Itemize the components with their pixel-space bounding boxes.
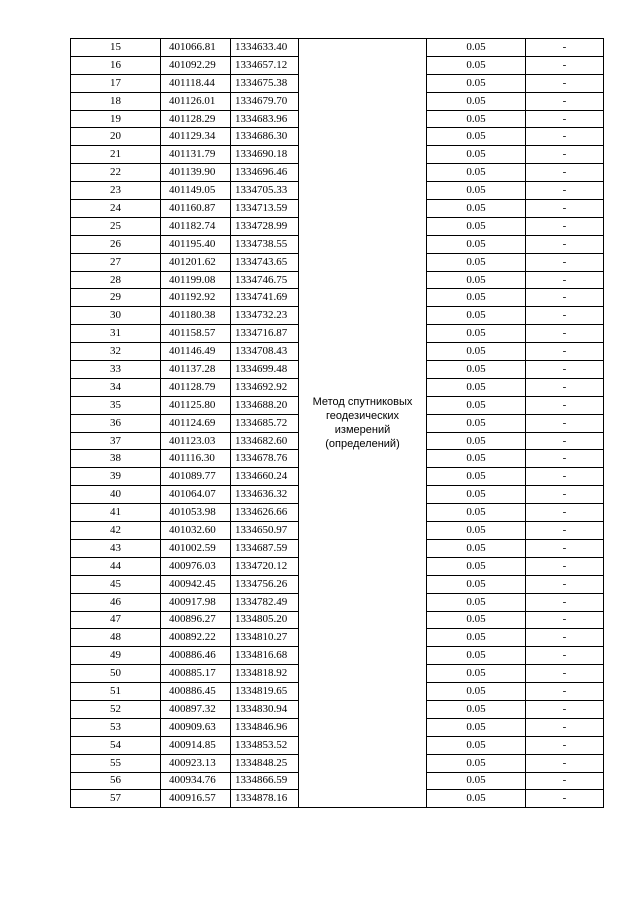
y-coordinate-cell: 1334866.59 bbox=[231, 772, 299, 790]
table-row bbox=[71, 39, 604, 57]
accuracy-cell: 0.05 bbox=[427, 307, 526, 325]
x-coordinate-cell: 401199.08 bbox=[161, 271, 231, 289]
note-cell: - bbox=[526, 146, 604, 164]
accuracy-cell: 0.05 bbox=[427, 468, 526, 486]
y-coordinate-cell: 1334848.25 bbox=[231, 754, 299, 772]
x-coordinate-cell: 401118.44 bbox=[161, 74, 231, 92]
accuracy-cell: 0.05 bbox=[427, 39, 526, 57]
note-cell: - bbox=[526, 700, 604, 718]
accuracy-cell: 0.05 bbox=[427, 378, 526, 396]
point-number-cell: 27 bbox=[71, 253, 161, 271]
accuracy-cell: 0.05 bbox=[427, 790, 526, 808]
note-cell: - bbox=[526, 343, 604, 361]
accuracy-cell: 0.05 bbox=[427, 700, 526, 718]
x-coordinate-cell: 401116.30 bbox=[161, 450, 231, 468]
x-coordinate-cell: 401192.92 bbox=[161, 289, 231, 307]
point-number-cell: 36 bbox=[71, 414, 161, 432]
y-coordinate-cell: 1334682.60 bbox=[231, 432, 299, 450]
point-number-cell: 37 bbox=[71, 432, 161, 450]
point-number-cell: 48 bbox=[71, 629, 161, 647]
y-coordinate-cell: 1334743.65 bbox=[231, 253, 299, 271]
note-cell: - bbox=[526, 271, 604, 289]
note-cell: - bbox=[526, 289, 604, 307]
note-cell: - bbox=[526, 593, 604, 611]
y-coordinate-cell: 1334683.96 bbox=[231, 110, 299, 128]
note-cell: - bbox=[526, 539, 604, 557]
y-coordinate-cell: 1334810.27 bbox=[231, 629, 299, 647]
accuracy-cell: 0.05 bbox=[427, 629, 526, 647]
point-number-cell: 19 bbox=[71, 110, 161, 128]
accuracy-cell: 0.05 bbox=[427, 718, 526, 736]
x-coordinate-cell: 400976.03 bbox=[161, 557, 231, 575]
point-number-cell: 46 bbox=[71, 593, 161, 611]
point-number-cell: 30 bbox=[71, 307, 161, 325]
accuracy-cell: 0.05 bbox=[427, 647, 526, 665]
x-coordinate-cell: 401064.07 bbox=[161, 486, 231, 504]
point-number-cell: 44 bbox=[71, 557, 161, 575]
y-coordinate-cell: 1334805.20 bbox=[231, 611, 299, 629]
method-cell: Метод спутниковых геодезических измерений (определений) bbox=[299, 39, 427, 808]
x-coordinate-cell: 400897.32 bbox=[161, 700, 231, 718]
y-coordinate-cell: 1334782.49 bbox=[231, 593, 299, 611]
x-coordinate-cell: 401123.03 bbox=[161, 432, 231, 450]
x-coordinate-cell: 401002.59 bbox=[161, 539, 231, 557]
x-coordinate-cell: 400892.22 bbox=[161, 629, 231, 647]
x-coordinate-cell: 400923.13 bbox=[161, 754, 231, 772]
accuracy-cell: 0.05 bbox=[427, 128, 526, 146]
point-number-cell: 38 bbox=[71, 450, 161, 468]
y-coordinate-cell: 1334746.75 bbox=[231, 271, 299, 289]
point-number-cell: 39 bbox=[71, 468, 161, 486]
point-number-cell: 42 bbox=[71, 522, 161, 540]
x-coordinate-cell: 401146.49 bbox=[161, 343, 231, 361]
y-coordinate-cell: 1334679.70 bbox=[231, 92, 299, 110]
accuracy-cell: 0.05 bbox=[427, 736, 526, 754]
x-coordinate-cell: 401066.81 bbox=[161, 39, 231, 57]
accuracy-cell: 0.05 bbox=[427, 361, 526, 379]
x-coordinate-cell: 400896.27 bbox=[161, 611, 231, 629]
note-cell: - bbox=[526, 182, 604, 200]
x-coordinate-cell: 400886.45 bbox=[161, 683, 231, 701]
point-number-cell: 21 bbox=[71, 146, 161, 164]
point-number-cell: 50 bbox=[71, 665, 161, 683]
note-cell: - bbox=[526, 396, 604, 414]
accuracy-cell: 0.05 bbox=[427, 92, 526, 110]
x-coordinate-cell: 401124.69 bbox=[161, 414, 231, 432]
accuracy-cell: 0.05 bbox=[427, 200, 526, 218]
accuracy-cell: 0.05 bbox=[427, 557, 526, 575]
y-coordinate-cell: 1334633.40 bbox=[231, 39, 299, 57]
note-cell: - bbox=[526, 92, 604, 110]
x-coordinate-cell: 401053.98 bbox=[161, 504, 231, 522]
accuracy-cell: 0.05 bbox=[427, 271, 526, 289]
point-number-cell: 29 bbox=[71, 289, 161, 307]
accuracy-cell: 0.05 bbox=[427, 182, 526, 200]
x-coordinate-cell: 401131.79 bbox=[161, 146, 231, 164]
y-coordinate-cell: 1334708.43 bbox=[231, 343, 299, 361]
y-coordinate-cell: 1334816.68 bbox=[231, 647, 299, 665]
point-number-cell: 35 bbox=[71, 396, 161, 414]
y-coordinate-cell: 1334692.92 bbox=[231, 378, 299, 396]
x-coordinate-cell: 401182.74 bbox=[161, 217, 231, 235]
point-number-cell: 16 bbox=[71, 56, 161, 74]
accuracy-cell: 0.05 bbox=[427, 665, 526, 683]
x-coordinate-cell: 401092.29 bbox=[161, 56, 231, 74]
point-number-cell: 32 bbox=[71, 343, 161, 361]
note-cell: - bbox=[526, 235, 604, 253]
y-coordinate-cell: 1334685.72 bbox=[231, 414, 299, 432]
x-coordinate-cell: 401180.38 bbox=[161, 307, 231, 325]
y-coordinate-cell: 1334687.59 bbox=[231, 539, 299, 557]
point-number-cell: 34 bbox=[71, 378, 161, 396]
point-number-cell: 45 bbox=[71, 575, 161, 593]
y-coordinate-cell: 1334636.32 bbox=[231, 486, 299, 504]
accuracy-cell: 0.05 bbox=[427, 56, 526, 74]
accuracy-cell: 0.05 bbox=[427, 325, 526, 343]
y-coordinate-cell: 1334716.87 bbox=[231, 325, 299, 343]
accuracy-cell: 0.05 bbox=[427, 432, 526, 450]
note-cell: - bbox=[526, 629, 604, 647]
note-cell: - bbox=[526, 128, 604, 146]
note-cell: - bbox=[526, 217, 604, 235]
y-coordinate-cell: 1334650.97 bbox=[231, 522, 299, 540]
x-coordinate-cell: 401158.57 bbox=[161, 325, 231, 343]
y-coordinate-cell: 1334732.23 bbox=[231, 307, 299, 325]
note-cell: - bbox=[526, 432, 604, 450]
note-cell: - bbox=[526, 468, 604, 486]
point-number-cell: 18 bbox=[71, 92, 161, 110]
y-coordinate-cell: 1334738.55 bbox=[231, 235, 299, 253]
note-cell: - bbox=[526, 110, 604, 128]
point-number-cell: 40 bbox=[71, 486, 161, 504]
point-number-cell: 24 bbox=[71, 200, 161, 218]
accuracy-cell: 0.05 bbox=[427, 504, 526, 522]
accuracy-cell: 0.05 bbox=[427, 253, 526, 271]
note-cell: - bbox=[526, 164, 604, 182]
accuracy-cell: 0.05 bbox=[427, 235, 526, 253]
x-coordinate-cell: 400934.76 bbox=[161, 772, 231, 790]
point-number-cell: 20 bbox=[71, 128, 161, 146]
x-coordinate-cell: 400914.85 bbox=[161, 736, 231, 754]
accuracy-cell: 0.05 bbox=[427, 164, 526, 182]
y-coordinate-cell: 1334818.92 bbox=[231, 665, 299, 683]
point-number-cell: 54 bbox=[71, 736, 161, 754]
note-cell: - bbox=[526, 486, 604, 504]
accuracy-cell: 0.05 bbox=[427, 74, 526, 92]
point-number-cell: 26 bbox=[71, 235, 161, 253]
y-coordinate-cell: 1334678.76 bbox=[231, 450, 299, 468]
x-coordinate-cell: 400916.57 bbox=[161, 790, 231, 808]
note-cell: - bbox=[526, 647, 604, 665]
accuracy-cell: 0.05 bbox=[427, 522, 526, 540]
point-number-cell: 53 bbox=[71, 718, 161, 736]
x-coordinate-cell: 401128.79 bbox=[161, 378, 231, 396]
note-cell: - bbox=[526, 39, 604, 57]
accuracy-cell: 0.05 bbox=[427, 611, 526, 629]
accuracy-cell: 0.05 bbox=[427, 110, 526, 128]
y-coordinate-cell: 1334720.12 bbox=[231, 557, 299, 575]
point-number-cell: 25 bbox=[71, 217, 161, 235]
note-cell: - bbox=[526, 790, 604, 808]
accuracy-cell: 0.05 bbox=[427, 754, 526, 772]
point-number-cell: 51 bbox=[71, 683, 161, 701]
y-coordinate-cell: 1334688.20 bbox=[231, 396, 299, 414]
y-coordinate-cell: 1334741.69 bbox=[231, 289, 299, 307]
x-coordinate-cell: 401032.60 bbox=[161, 522, 231, 540]
note-cell: - bbox=[526, 557, 604, 575]
y-coordinate-cell: 1334705.33 bbox=[231, 182, 299, 200]
note-cell: - bbox=[526, 504, 604, 522]
accuracy-cell: 0.05 bbox=[427, 683, 526, 701]
accuracy-cell: 0.05 bbox=[427, 414, 526, 432]
accuracy-cell: 0.05 bbox=[427, 772, 526, 790]
accuracy-cell: 0.05 bbox=[427, 217, 526, 235]
y-coordinate-cell: 1334728.99 bbox=[231, 217, 299, 235]
accuracy-cell: 0.05 bbox=[427, 450, 526, 468]
accuracy-cell: 0.05 bbox=[427, 593, 526, 611]
y-coordinate-cell: 1334878.16 bbox=[231, 790, 299, 808]
point-number-cell: 33 bbox=[71, 361, 161, 379]
y-coordinate-cell: 1334690.18 bbox=[231, 146, 299, 164]
note-cell: - bbox=[526, 361, 604, 379]
x-coordinate-cell: 401126.01 bbox=[161, 92, 231, 110]
point-number-cell: 41 bbox=[71, 504, 161, 522]
x-coordinate-cell: 400909.63 bbox=[161, 718, 231, 736]
y-coordinate-cell: 1334699.48 bbox=[231, 361, 299, 379]
y-coordinate-cell: 1334846.96 bbox=[231, 718, 299, 736]
x-coordinate-cell: 400917.98 bbox=[161, 593, 231, 611]
note-cell: - bbox=[526, 253, 604, 271]
y-coordinate-cell: 1334626.66 bbox=[231, 504, 299, 522]
accuracy-cell: 0.05 bbox=[427, 575, 526, 593]
y-coordinate-cell: 1334830.94 bbox=[231, 700, 299, 718]
point-number-cell: 56 bbox=[71, 772, 161, 790]
note-cell: - bbox=[526, 522, 604, 540]
coordinates-table bbox=[70, 38, 604, 808]
note-cell: - bbox=[526, 56, 604, 74]
point-number-cell: 43 bbox=[71, 539, 161, 557]
x-coordinate-cell: 401128.29 bbox=[161, 110, 231, 128]
note-cell: - bbox=[526, 325, 604, 343]
x-coordinate-cell: 401139.90 bbox=[161, 164, 231, 182]
y-coordinate-cell: 1334696.46 bbox=[231, 164, 299, 182]
y-coordinate-cell: 1334756.26 bbox=[231, 575, 299, 593]
y-coordinate-cell: 1334675.38 bbox=[231, 74, 299, 92]
point-number-cell: 31 bbox=[71, 325, 161, 343]
note-cell: - bbox=[526, 754, 604, 772]
note-cell: - bbox=[526, 718, 604, 736]
accuracy-cell: 0.05 bbox=[427, 396, 526, 414]
x-coordinate-cell: 401125.80 bbox=[161, 396, 231, 414]
accuracy-cell: 0.05 bbox=[427, 486, 526, 504]
point-number-cell: 52 bbox=[71, 700, 161, 718]
accuracy-cell: 0.05 bbox=[427, 539, 526, 557]
note-cell: - bbox=[526, 200, 604, 218]
point-number-cell: 55 bbox=[71, 754, 161, 772]
note-cell: - bbox=[526, 772, 604, 790]
y-coordinate-cell: 1334657.12 bbox=[231, 56, 299, 74]
note-cell: - bbox=[526, 665, 604, 683]
x-coordinate-cell: 401195.40 bbox=[161, 235, 231, 253]
point-number-cell: 47 bbox=[71, 611, 161, 629]
y-coordinate-cell: 1334660.24 bbox=[231, 468, 299, 486]
x-coordinate-cell: 401137.28 bbox=[161, 361, 231, 379]
x-coordinate-cell: 400886.46 bbox=[161, 647, 231, 665]
point-number-cell: 22 bbox=[71, 164, 161, 182]
note-cell: - bbox=[526, 611, 604, 629]
y-coordinate-cell: 1334713.59 bbox=[231, 200, 299, 218]
note-cell: - bbox=[526, 378, 604, 396]
note-cell: - bbox=[526, 683, 604, 701]
point-number-cell: 23 bbox=[71, 182, 161, 200]
accuracy-cell: 0.05 bbox=[427, 289, 526, 307]
x-coordinate-cell: 401160.87 bbox=[161, 200, 231, 218]
coordinates-table-body bbox=[71, 39, 604, 808]
x-coordinate-cell: 401149.05 bbox=[161, 182, 231, 200]
accuracy-cell: 0.05 bbox=[427, 343, 526, 361]
x-coordinate-cell: 401201.62 bbox=[161, 253, 231, 271]
y-coordinate-cell: 1334686.30 bbox=[231, 128, 299, 146]
point-number-cell: 15 bbox=[71, 39, 161, 57]
x-coordinate-cell: 401089.77 bbox=[161, 468, 231, 486]
y-coordinate-cell: 1334819.65 bbox=[231, 683, 299, 701]
point-number-cell: 17 bbox=[71, 74, 161, 92]
point-number-cell: 49 bbox=[71, 647, 161, 665]
point-number-cell: 28 bbox=[71, 271, 161, 289]
y-coordinate-cell: 1334853.52 bbox=[231, 736, 299, 754]
accuracy-cell: 0.05 bbox=[427, 146, 526, 164]
note-cell: - bbox=[526, 575, 604, 593]
note-cell: - bbox=[526, 736, 604, 754]
note-cell: - bbox=[526, 450, 604, 468]
x-coordinate-cell: 400942.45 bbox=[161, 575, 231, 593]
note-cell: - bbox=[526, 74, 604, 92]
point-number-cell: 57 bbox=[71, 790, 161, 808]
x-coordinate-cell: 400885.17 bbox=[161, 665, 231, 683]
x-coordinate-cell: 401129.34 bbox=[161, 128, 231, 146]
note-cell: - bbox=[526, 307, 604, 325]
note-cell: - bbox=[526, 414, 604, 432]
